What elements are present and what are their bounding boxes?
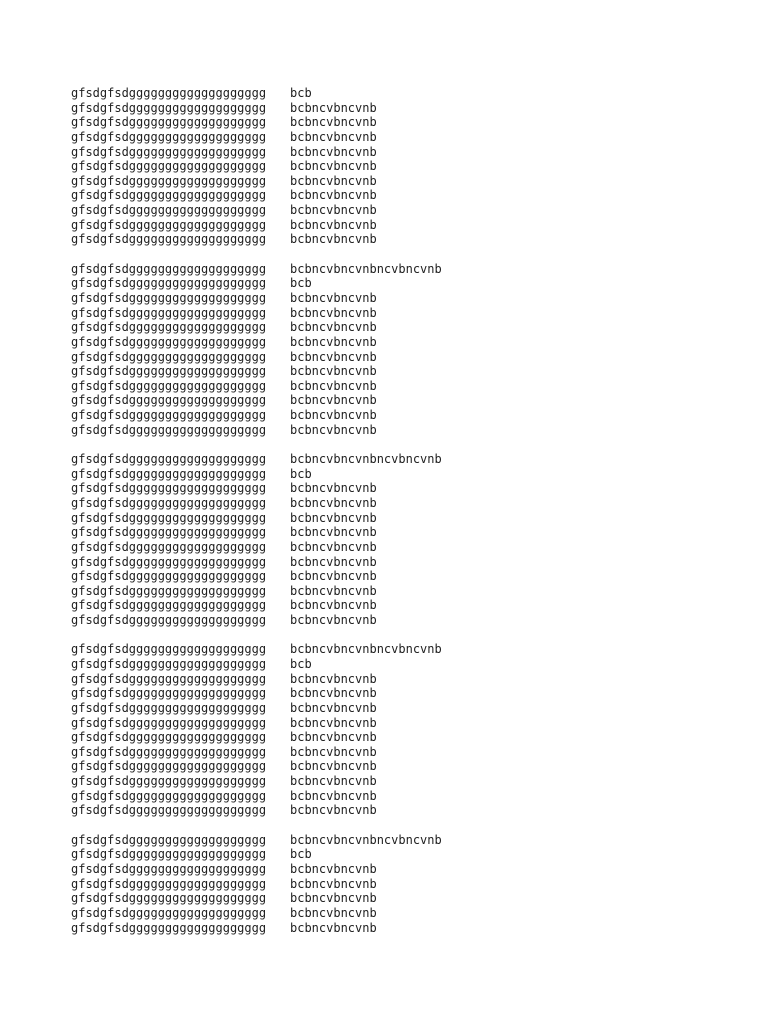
line-text-left: gfsdgfsdggggggggggggggggggg (71, 744, 267, 759)
line-text-right: bcbncvbncvnb (290, 349, 377, 364)
line-text-left: gfsdgfsdggggggggggggggggggg (71, 364, 267, 379)
line-text-left: gfsdgfsdggggggggggggggggggg (71, 349, 267, 364)
text-line (71, 101, 442, 116)
line-text-left: gfsdgfsdggggggggggggggggggg (71, 334, 267, 349)
line-text-left: gfsdgfsdggggggggggggggggggg (71, 598, 267, 613)
text-line (71, 145, 442, 160)
line-text-left: gfsdgfsdggggggggggggggggggg (71, 422, 267, 437)
line-text-right: bcbncvbncvnb (290, 393, 377, 408)
line-text-right: bcbncvbncvnb (290, 173, 377, 188)
line-text-left: gfsdgfsdggggggggggggggggggg (71, 159, 267, 174)
text-line (71, 525, 442, 540)
text-line (71, 686, 442, 701)
line-text-right: bcbncvbncvnb (290, 364, 377, 379)
line-text-left: gfsdgfsdggggggggggggggggggg (71, 774, 267, 789)
line-text-right: bcbncvbncvnb (290, 378, 377, 393)
line-text-right: bcbncvbncvnb (290, 510, 377, 525)
line-text-left: gfsdgfsdggggggggggggggggggg (71, 129, 267, 144)
line-text-right: bcbncvbncvnbncvbncvnb (290, 832, 442, 847)
text-line (71, 364, 442, 379)
line-text-right: bcbncvbncvnb (290, 861, 377, 876)
line-text-left: gfsdgfsdggggggggggggggggggg (71, 100, 267, 115)
line-text-left: gfsdgfsdggggggggggggggggggg (71, 554, 267, 569)
text-line (71, 906, 442, 921)
text-line (71, 320, 442, 335)
line-text-left: gfsdgfsdggggggggggggggggggg (71, 510, 267, 525)
line-text-right: bcbncvbncvnb (290, 598, 377, 613)
text-block (71, 452, 442, 628)
text-line (71, 803, 442, 818)
line-text-right: bcbncvbncvnb (290, 554, 377, 569)
line-text-left: gfsdgfsdggggggggggggggggggg (71, 408, 267, 423)
line-text-right: bcbncvbncvnb (290, 613, 377, 628)
line-text-left: gfsdgfsdggggggggggggggggggg (71, 276, 267, 291)
line-text-left: gfsdgfsdggggggggggggggggggg (71, 583, 267, 598)
text-line (71, 642, 442, 657)
text-line (71, 921, 442, 936)
text-line (71, 159, 442, 174)
line-text-right: bcbncvbncvnb (290, 730, 377, 745)
line-text-left: gfsdgfsdggggggggggggggggggg (71, 788, 267, 803)
text-line (71, 203, 442, 218)
line-text-right: bcbncvbncvnb (290, 203, 377, 218)
text-line (71, 598, 442, 613)
line-text-right: bcbncvbncvnb (290, 583, 377, 598)
line-text-left: gfsdgfsdggggggggggggggggggg (71, 115, 267, 130)
text-line (71, 86, 442, 101)
text-line (71, 408, 442, 423)
line-text-right: bcbncvbncvnb (290, 876, 377, 891)
text-line (71, 555, 442, 570)
line-text-right: bcbncvbncvnb (290, 495, 377, 510)
text-line (71, 745, 442, 760)
line-text-right: bcbncvbncvnb (290, 569, 377, 584)
line-text-left: gfsdgfsdggggggggggggggggggg (71, 466, 267, 481)
line-text-left: gfsdgfsdggggggggggggggggggg (71, 891, 267, 906)
line-text-right: bcbncvbncvnb (290, 539, 377, 554)
line-text-right: bcbncvbncvnb (290, 217, 377, 232)
line-text-left: gfsdgfsdggggggggggggggggggg (71, 656, 267, 671)
text-line (71, 877, 442, 892)
line-text-right: bcbncvbncvnb (290, 686, 377, 701)
line-text-right: bcbncvbncvnb (290, 320, 377, 335)
text-line (71, 774, 442, 789)
line-text-right: bcbncvbncvnb (290, 803, 377, 818)
line-text-right: bcbncvbncvnb (290, 115, 377, 130)
text-line (71, 716, 442, 731)
text-line (71, 672, 442, 687)
text-line (71, 115, 442, 130)
line-text-left: gfsdgfsdggggggggggggggggggg (71, 847, 267, 862)
text-line (71, 218, 442, 233)
line-text-left: gfsdgfsdggggggggggggggggggg (71, 188, 267, 203)
line-text-left: gfsdgfsdggggggggggggggggggg (71, 905, 267, 920)
text-block (71, 86, 442, 247)
text-line (71, 174, 442, 189)
line-text-right: bcb (290, 847, 312, 862)
line-text-left: gfsdgfsdggggggggggggggggggg (71, 393, 267, 408)
text-line (71, 833, 442, 848)
line-text-right: bcb (290, 86, 312, 100)
line-text-left: gfsdgfsdggggggggggggggggggg (71, 320, 267, 335)
line-text-left: gfsdgfsdggggggggggggggggggg (71, 730, 267, 745)
text-line (71, 759, 442, 774)
line-text-left: gfsdgfsdggggggggggggggggggg (71, 173, 267, 188)
text-line (71, 584, 442, 599)
text-block (71, 833, 442, 935)
text-line (71, 701, 442, 716)
line-text-right: bcb (290, 656, 312, 671)
line-text-right: bcbncvbncvnb (290, 159, 377, 174)
line-text-left: gfsdgfsdggggggggggggggggggg (71, 700, 267, 715)
line-text-left: gfsdgfsdggggggggggggggggggg (71, 715, 267, 730)
line-text-right: bcbncvbncvnb (290, 144, 377, 159)
line-text-left: gfsdgfsdggggggggggggggggggg (71, 539, 267, 554)
text-line (71, 862, 442, 877)
line-text-left: gfsdgfsdggggggggggggggggggg (71, 613, 267, 628)
text-block (71, 642, 442, 818)
line-text-left: gfsdgfsdggggggggggggggggggg (71, 671, 267, 686)
text-line (71, 276, 442, 291)
line-text-left: gfsdgfsdggggggggggggggggggg (71, 920, 267, 935)
line-text-right: bcbncvbncvnb (290, 305, 377, 320)
text-line (71, 613, 442, 628)
line-text-right: bcbncvbncvnb (290, 129, 377, 144)
text-line (71, 452, 442, 467)
line-text-left: gfsdgfsdggggggggggggggggggg (71, 832, 267, 847)
line-text-right: bcbncvbncvnb (290, 481, 377, 496)
text-line (71, 730, 442, 745)
line-text-right: bcbncvbncvnb (290, 100, 377, 115)
line-text-right: bcbncvbncvnb (290, 920, 377, 935)
line-text-right: bcbncvbncvnb (290, 891, 377, 906)
line-text-right: bcbncvbncvnb (290, 744, 377, 759)
line-text-left: gfsdgfsdggggggggggggggggggg (71, 378, 267, 393)
line-text-right: bcbncvbncvnb (290, 788, 377, 803)
line-text-right: bcbncvbncvnb (290, 700, 377, 715)
line-text-right: bcbncvbncvnb (290, 759, 377, 774)
text-line (71, 847, 442, 862)
line-text-left: gfsdgfsdggggggggggggggggggg (71, 217, 267, 232)
line-text-left: gfsdgfsdggggggggggggggggggg (71, 686, 267, 701)
line-text-left: gfsdgfsdggggggggggggggggggg (71, 452, 267, 467)
text-line (71, 496, 442, 511)
line-text-right: bcb (290, 276, 312, 291)
line-text-left: gfsdgfsdggggggggggggggggggg (71, 525, 267, 540)
line-text-right: bcbncvbncvnb (290, 408, 377, 423)
line-text-right: bcbncvbncvnb (290, 525, 377, 540)
line-text-right: bcbncvbncvnb (290, 422, 377, 437)
line-text-left: gfsdgfsdggggggggggggggggggg (71, 290, 267, 305)
line-text-right: bcbncvbncvnbncvbncvnb (290, 642, 442, 657)
text-line (71, 350, 442, 365)
document-body (71, 86, 442, 935)
line-text-left: gfsdgfsdggggggggggggggggggg (71, 232, 267, 247)
text-line (71, 657, 442, 672)
line-text-left: gfsdgfsdggggggggggggggggggg (71, 305, 267, 320)
text-line (71, 379, 442, 394)
text-line (71, 306, 442, 321)
line-text-right: bcbncvbncvnb (290, 905, 377, 920)
line-text-left: gfsdgfsdggggggggggggggggggg (71, 876, 267, 891)
line-text-left: gfsdgfsdggggggggggggggggggg (71, 759, 267, 774)
line-text-right: bcbncvbncvnb (290, 232, 377, 247)
text-line (71, 789, 442, 804)
line-text-left: gfsdgfsdggggggggggggggggggg (71, 144, 267, 159)
line-text-left: gfsdgfsdggggggggggggggggggg (71, 642, 267, 657)
text-line (71, 188, 442, 203)
text-line (71, 511, 442, 526)
text-line (71, 130, 442, 145)
line-text-right: bcbncvbncvnb (290, 290, 377, 305)
line-text-left: gfsdgfsdggggggggggggggggggg (71, 203, 267, 218)
line-text-left: gfsdgfsdggggggggggggggggggg (71, 495, 267, 510)
text-line (71, 335, 442, 350)
text-line (71, 291, 442, 306)
line-text-left: gfsdgfsdggggggggggggggggggg (71, 803, 267, 818)
text-line (71, 540, 442, 555)
line-text-left: gfsdgfsdggggggggggggggggggg (71, 861, 267, 876)
text-line (71, 262, 442, 277)
text-line (71, 423, 442, 438)
line-text-right: bcbncvbncvnb (290, 188, 377, 203)
line-text-right: bcbncvbncvnbncvbncvnb (290, 261, 442, 276)
text-line (71, 569, 442, 584)
text-line (71, 467, 442, 482)
text-line (71, 232, 442, 247)
line-text-right: bcbncvbncvnb (290, 671, 377, 686)
line-text-right: bcbncvbncvnbncvbncvnb (290, 452, 442, 467)
text-line (71, 891, 442, 906)
line-text-left: gfsdgfsdggggggggggggggggggg (71, 569, 267, 584)
line-text-right: bcb (290, 466, 312, 481)
line-text-right: bcbncvbncvnb (290, 774, 377, 789)
text-block (71, 262, 442, 438)
line-text-left: gfsdgfsdggggggggggggggggggg (71, 261, 267, 276)
line-text-left: gfsdgfsdggggggggggggggggggg (71, 481, 267, 496)
line-text-right: bcbncvbncvnb (290, 334, 377, 349)
line-text-left: gfsdgfsdggggggggggggggggggg (71, 86, 267, 100)
text-line (71, 393, 442, 408)
line-text-right: bcbncvbncvnb (290, 715, 377, 730)
text-line (71, 481, 442, 496)
